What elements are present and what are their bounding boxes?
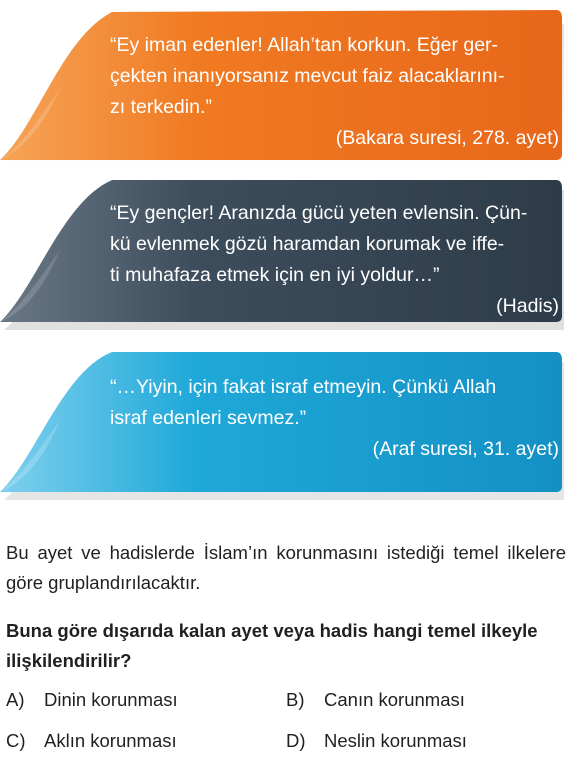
quote-1-text	[110, 30, 559, 154]
option-label: D)	[286, 730, 306, 751]
quote-line: zı terkedin.”	[110, 96, 212, 118]
quote-line: “…Yiyin, için fakat israf etmeyin. Çünkü Allah	[110, 376, 497, 398]
question-stem: Buna göre dışarıda kalan ayet veya hadis hangi temel ilkeyle ilişkilendirilir?	[6, 620, 538, 671]
option-label: C)	[6, 730, 26, 751]
quote-2-text	[110, 198, 559, 322]
option-a[interactable]	[6, 688, 178, 712]
quote-line: kü evlenmek gözü haramdan korumak ve iffe-	[110, 233, 505, 255]
quote-banner-3	[0, 350, 575, 500]
quote-line: israf edenleri sevmez.”	[110, 407, 307, 429]
quote-source: (Araf suresi, 31. ayet)	[372, 438, 559, 460]
option-d[interactable]	[286, 729, 467, 753]
quote-banner-2	[0, 178, 575, 330]
option-b[interactable]	[286, 688, 465, 712]
quote-line: “Ey gençler! Aranızda gücü yeten evlensin. Çün-	[110, 202, 528, 224]
option-text: Neslin korunması	[324, 730, 467, 751]
option-label: A)	[6, 689, 25, 710]
quote-banner-1	[0, 8, 575, 172]
option-text: Canın korunması	[324, 689, 465, 710]
quote-source: (Hadis)	[496, 295, 559, 317]
option-label: B)	[286, 689, 305, 710]
quote-source: (Bakara suresi, 278. ayet)	[335, 127, 559, 149]
option-text: Dinin korunması	[44, 689, 178, 710]
quote-line: ti muhafaza etmek için en iyi yoldur…”	[110, 264, 440, 286]
quote-3-text	[110, 372, 559, 465]
quote-line: “Ey iman edenler! Allah’tan korkun. Eğer ger-	[110, 34, 499, 56]
question-intro: Bu ayet ve hadislerde İslam’ın korunmasını istediği temel ilkelere göre gruplandırılacaktır.	[6, 542, 566, 593]
option-c[interactable]	[6, 729, 177, 753]
quote-line: çekten inanıyorsanız mevcut faiz alacaklarını-	[110, 65, 505, 87]
option-text: Aklın korunması	[44, 730, 177, 751]
